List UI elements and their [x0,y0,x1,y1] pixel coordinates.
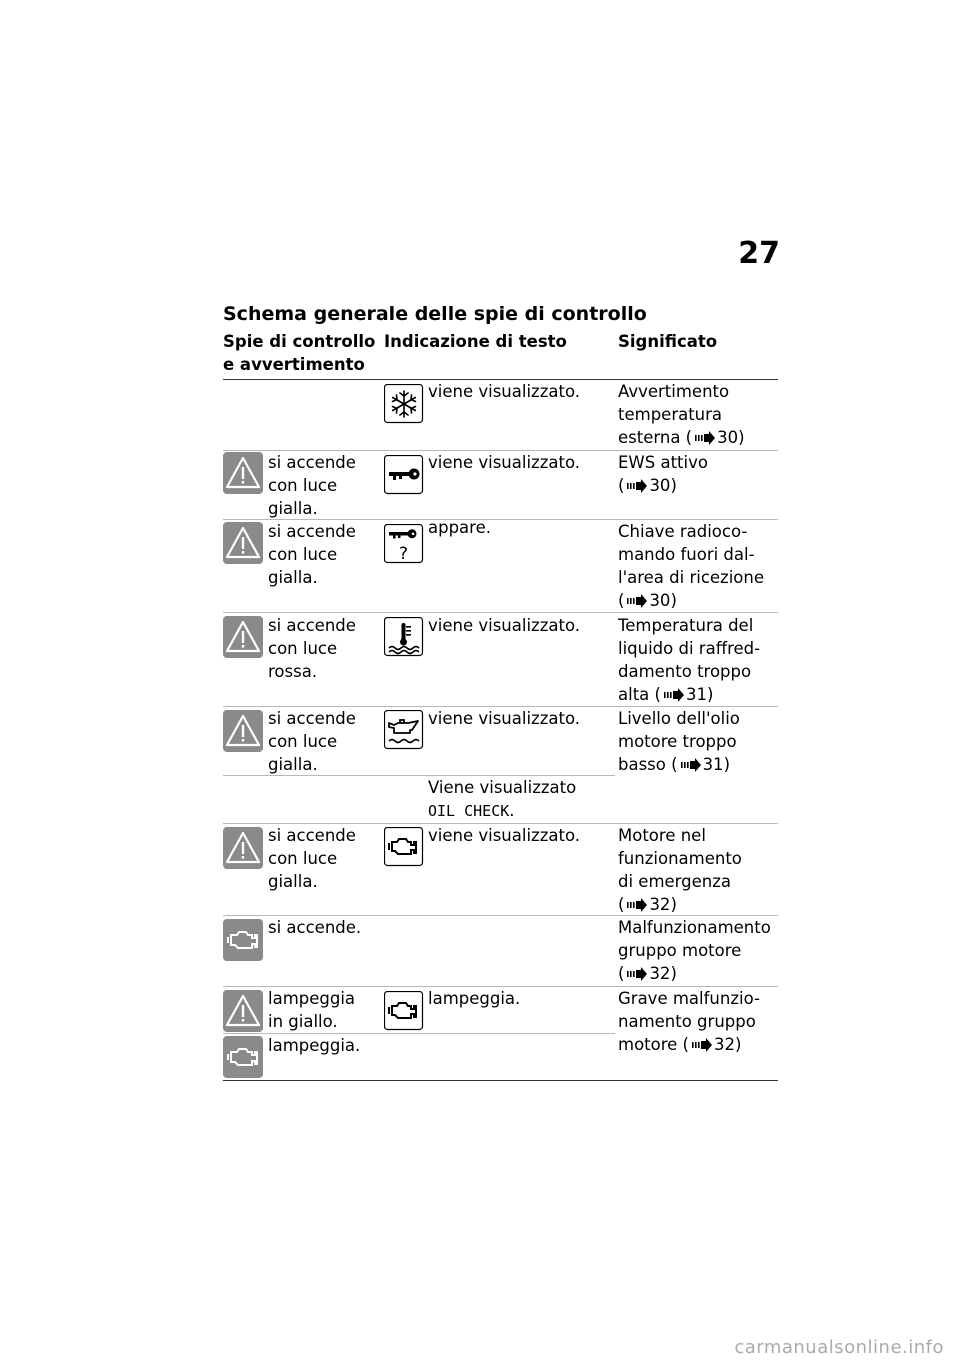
warning-line: con luce [268,849,338,868]
warning-line: si accende [268,453,356,472]
meaning-line: liquido di raffred- [618,639,761,658]
snowflake-icon [384,384,424,424]
warning-text [268,987,380,1033]
page-reference-arrow-icon [692,1037,712,1053]
meaning-text [618,916,778,985]
meaning-line: ( 32) [618,964,677,983]
page-reference[interactable]: 30 [649,591,671,610]
meaning-line: l'area di ricezione [618,568,765,587]
meaning-line: namento gruppo [618,1012,756,1031]
table-bottom-rule [223,1080,778,1081]
display-text: viene visualizzato. [428,453,580,472]
page-reference-arrow-icon [681,757,701,773]
header-warning-lights [223,330,383,376]
meaning-line: motore troppo [618,732,737,751]
meaning-text [618,380,778,449]
page-reference[interactable]: 30 [717,428,739,447]
warning-line: gialla. [268,755,318,774]
warning-line: lampeggia [268,989,356,1008]
meaning-line-text: esterna [618,428,681,447]
display-code: OIL CHECK [428,802,510,820]
meaning-line: funzionamento [618,849,742,868]
key-question-icon [384,524,424,564]
warning-text [268,451,380,520]
page-number: 27 [738,236,780,271]
page-reference[interactable]: 32 [714,1035,735,1054]
engine-lamp-icon [223,1036,263,1078]
display-text: viene visualizzato. [428,709,580,728]
page-reference[interactable]: 30 [649,476,671,495]
page-reference-arrow-icon [627,593,647,609]
row-divider [223,612,778,613]
warning-line: lampeggia. [268,1036,361,1055]
meaning-line: ( 32) [618,895,677,914]
header-meaning: Significato [618,332,718,351]
warning-line: con luce [268,476,338,495]
oil-can-icon [384,710,424,750]
meaning-line: Livello dell'olio [618,709,740,728]
display-text: lampeggia. [428,989,521,1008]
header-text-indication: Indicazione di testo [384,332,567,351]
coolant-temperature-icon [384,617,424,657]
meaning-line-text: alta [618,685,650,704]
display-text-line: Viene visualizzato [428,778,577,797]
meaning-line: basso ( 31) [618,755,730,774]
meaning-line: Motore nel [618,826,706,845]
meaning-line: di emergenza [618,872,732,891]
meaning-line: motore ( 32) [618,1035,742,1054]
page-reference[interactable]: 32 [649,964,671,983]
meaning-line-text: motore [618,1035,678,1054]
page-reference-arrow-icon [627,478,647,494]
header-warning-lights-line1: Spie di controllo [223,332,376,351]
warning-text [268,824,380,893]
display-text: appare. [428,518,491,537]
section-title: Schema generale delle spie di controllo [223,303,647,325]
warning-line: si accende [268,826,356,845]
page-reference[interactable]: 32 [649,895,671,914]
page-reference-arrow-icon [627,966,647,982]
warning-line: si accende [268,709,356,728]
meaning-line: Avvertimento [618,382,730,401]
page-reference-arrow-icon [695,430,715,446]
warning-line: gialla. [268,872,318,891]
warning-line: con luce [268,545,338,564]
page-reference[interactable]: 31 [685,685,707,704]
warning-triangle-icon [223,522,263,564]
warning-text [268,916,380,939]
meaning-text [618,451,778,497]
warning-triangle-icon [223,990,263,1032]
display-text [428,776,613,823]
meaning-line: ( 30) [618,591,677,610]
meaning-line: Chiave radioco- [618,522,748,541]
warning-text [268,520,380,589]
meaning-line: mando fuori dal- [618,545,755,564]
meaning-text [618,824,778,916]
warning-line: gialla. [268,499,318,518]
key-icon [384,455,424,495]
engine-icon [384,991,424,1031]
warning-triangle-icon [223,827,263,869]
warning-line: con luce [268,639,338,658]
engine-lamp-icon [223,919,263,961]
warning-triangle-icon [223,710,263,752]
meaning-line: damento troppo [618,662,752,681]
footer-watermark[interactable]: carmanualsonline.info [734,1337,944,1358]
display-text: viene visualizzato. [428,826,580,845]
display-text: viene visualizzato. [428,616,580,635]
warning-line: si accende [268,522,356,541]
warning-text [268,707,380,776]
meaning-line: Malfunzionamento [618,918,771,937]
meaning-text [618,520,778,612]
warning-line: con luce [268,732,338,751]
meaning-line: ( 30) [618,476,677,495]
warning-line: rossa. [268,662,318,681]
meaning-line: gruppo motore [618,941,742,960]
engine-icon [384,827,424,867]
warning-triangle-icon [223,452,263,494]
display-text-line [428,799,613,823]
page-reference-arrow-icon [627,897,647,913]
meaning-line: temperatura [618,405,723,424]
display-text: viene visualizzato. [428,382,580,401]
display-text-end: . [509,801,515,820]
warning-line: si accende [268,616,356,635]
meaning-line: esterna ( 30) [618,428,745,447]
warning-line: si accende. [268,918,362,937]
meaning-text [618,707,778,776]
svg-text:?: ? [399,544,409,564]
warning-triangle-icon [223,616,263,658]
warning-text [268,614,380,683]
page-reference[interactable]: 31 [702,755,724,774]
meaning-line: alta ( 31) [618,685,714,704]
meaning-line: EWS attivo [618,453,708,472]
meaning-text [618,987,778,1056]
meaning-line: Temperatura del [618,616,754,635]
warning-text [268,1034,380,1057]
page-reference-arrow-icon [664,687,684,703]
header-warning-lights-line2: e avvertimento [223,355,365,374]
meaning-text [618,614,778,706]
warning-line: in giallo. [268,1012,338,1031]
meaning-line: Grave malfunzio- [618,989,760,1008]
meaning-line-text: basso [618,755,666,774]
warning-line: gialla. [268,568,318,587]
